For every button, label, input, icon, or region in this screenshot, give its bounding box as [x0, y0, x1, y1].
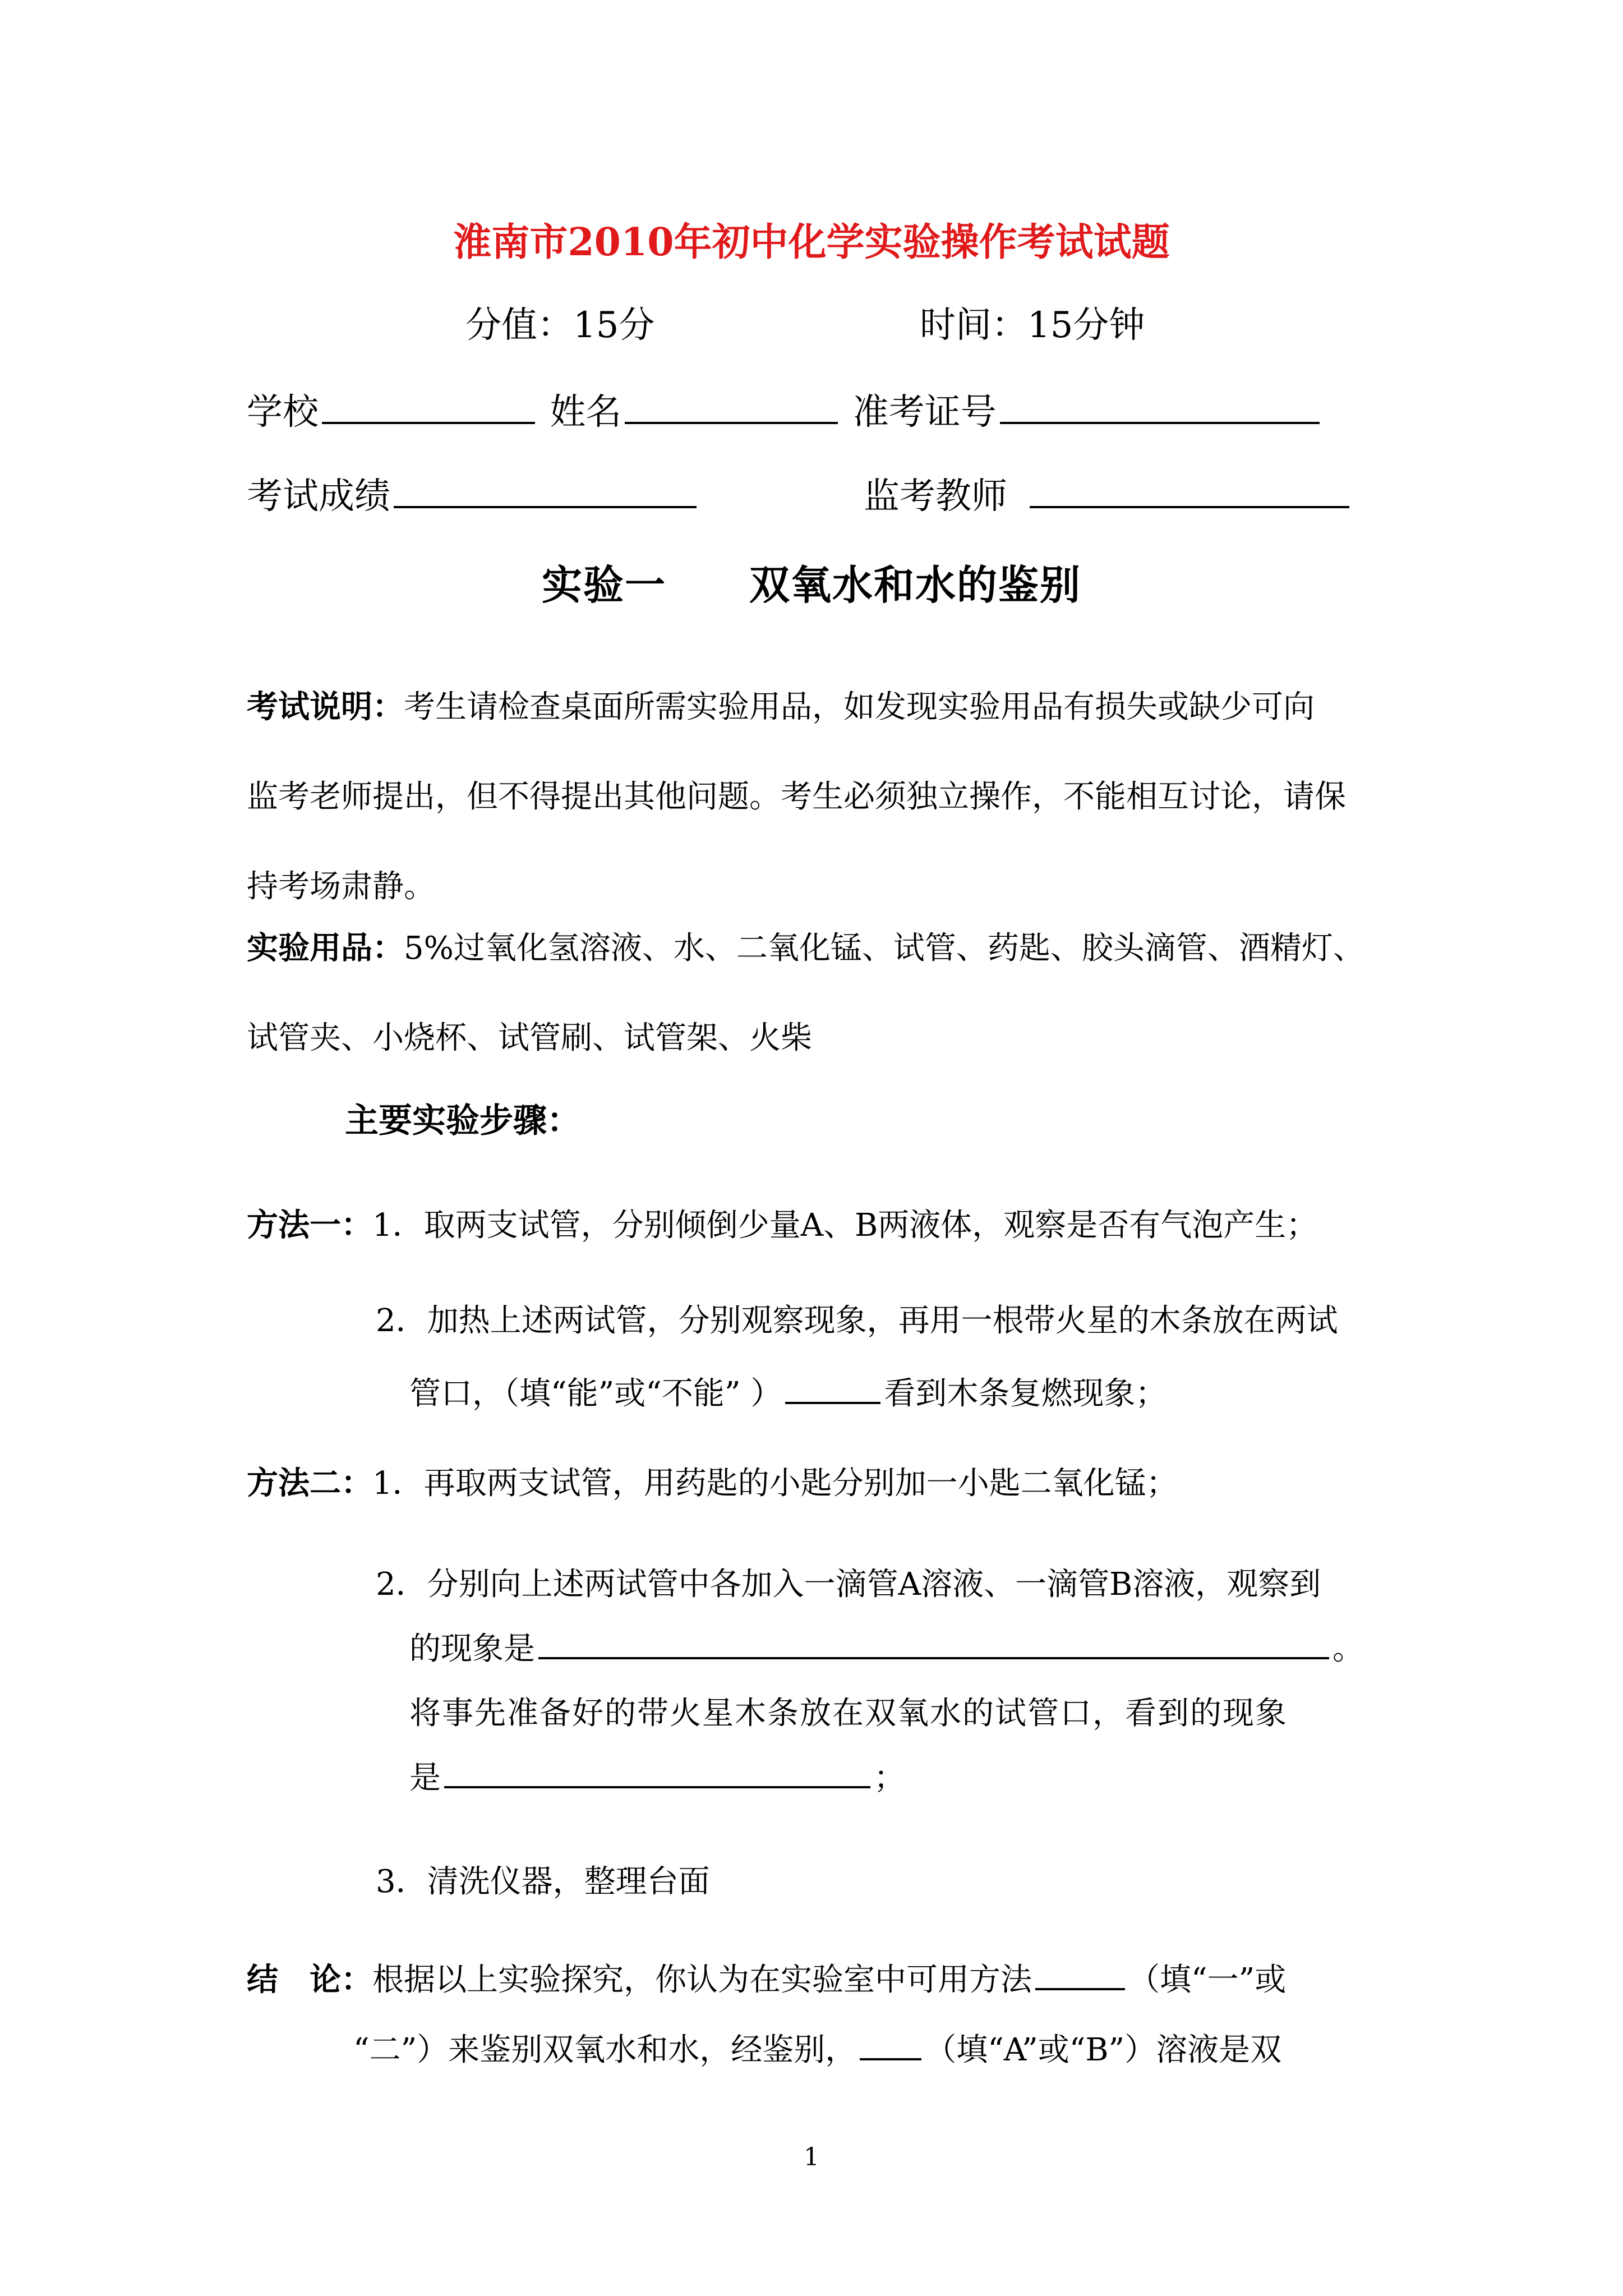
form-row-2 [247, 471, 700, 522]
method2-step2-b-pre: 的现象是 [409, 1631, 535, 1667]
materials-line-1: 5%过氧化氢溶液、水、二氧化锰、试管、药匙、胶头滴管、酒精灯、 [404, 930, 1364, 967]
school-label: 学校 [247, 392, 319, 433]
method2-step2-d-pre: 是 [409, 1760, 441, 1796]
instructions-line-2: 监考老师提出，但不得提出其他问题。考生必须独立操作，不能相互讨论，请保 [247, 779, 1346, 815]
materials-line-2: 试管夹、小烧杯、试管刷、试管架、火柴 [247, 1020, 812, 1056]
method2-phenomenon-blank[interactable] [444, 1758, 870, 1788]
conclusion-line-2-post: （填“A”或“B”）溶液是双 [925, 2032, 1282, 2068]
page-title: 淮南市2010年初中化学实验操作考试试题 [453, 220, 1170, 265]
experiment-title: 实验一 双氧水和水的鉴别 [541, 561, 1081, 609]
materials-block [247, 903, 1391, 1083]
method1-blank[interactable] [785, 1374, 880, 1404]
method2-step2-a: 2．分别向上述两试管中各加入一滴管A溶液、一滴管B溶液，观察到 [376, 1566, 1321, 1603]
materials-label: 实验用品： [247, 930, 404, 967]
method2-step2-c: 将事先准备好的带火星木条放在双氧水的试管口，看到的现象 [409, 1695, 1288, 1732]
conclusion-method-blank[interactable] [1035, 1960, 1125, 1990]
method2-step3: 3．清洗仪器，整理台面 [376, 1864, 710, 1900]
method1-step1-row [247, 1200, 1317, 1245]
score-label: 分值：15分 [465, 305, 655, 346]
form-row-1 [247, 387, 1323, 438]
method2-step1-row [247, 1458, 1178, 1503]
name-blank[interactable] [625, 388, 838, 424]
conclusion-label: 结 论： [247, 1961, 372, 1998]
method1-step2-b [409, 1369, 1166, 1414]
form-row-2b [864, 471, 1353, 522]
proctor-blank[interactable] [1030, 472, 1349, 508]
method2-step1: 1．再取两支试管，用药匙的小匙分别加一小匙二氧化锰； [372, 1465, 1178, 1502]
method1-label: 方法一： [247, 1207, 372, 1244]
page-number: 1 [804, 2143, 819, 2171]
instructions-block [247, 662, 1391, 932]
conclusion-line-1-pre: 根据以上实验探究，你认为在实验室中可用方法 [372, 1962, 1032, 1998]
instructions-line-3: 持考场肃静。 [247, 868, 435, 905]
name-label: 姓名 [550, 392, 622, 433]
method1-step2-b-post: 看到木条复燃现象； [884, 1375, 1167, 1412]
method2-step2-d [409, 1753, 905, 1798]
method2-step2-b-post: 。 [1332, 1631, 1364, 1667]
time-label: 时间：15分钟 [920, 305, 1145, 346]
conclusion-row-2 [353, 2025, 1281, 2070]
method2-step2-b [409, 1624, 1364, 1669]
instructions-label: 考试说明： [247, 688, 404, 725]
conclusion-solution-blank[interactable] [860, 2030, 921, 2060]
method1-step2-b-pre: 管口，（填“能”或“不能” ） [409, 1375, 782, 1412]
method1-step2-a: 2．加热上述两试管，分别观察现象，再用一根带火星的木条放在两试 [376, 1303, 1338, 1339]
result-blank[interactable] [394, 472, 697, 508]
result-label: 考试成绩 [247, 476, 390, 517]
conclusion-line-2-pre: “二”）来鉴别双氧水和水，经鉴别， [353, 2032, 857, 2068]
conclusion-row-1 [247, 1955, 1286, 2000]
method2-step2-d-post: ； [874, 1760, 905, 1796]
school-blank[interactable] [322, 388, 535, 424]
instructions-line-1: 考生请检查桌面所需实验用品，如发现实验用品有损失或缺少可向 [404, 689, 1315, 725]
steps-heading: 主要实验步骤： [345, 1101, 580, 1140]
proctor-label: 监考教师 [864, 476, 1007, 517]
method1-step1: 1．取两支试管，分别倾倒少量A、B两液体，观察是否有气泡产生； [372, 1207, 1318, 1244]
exam-id-blank[interactable] [1000, 388, 1320, 424]
conclusion-line-1-post: （填“一”或 [1128, 1962, 1287, 1998]
method2-observation-blank[interactable] [538, 1629, 1329, 1659]
method2-label: 方法二： [247, 1465, 372, 1502]
exam-id-label: 准考证号 [852, 392, 997, 433]
